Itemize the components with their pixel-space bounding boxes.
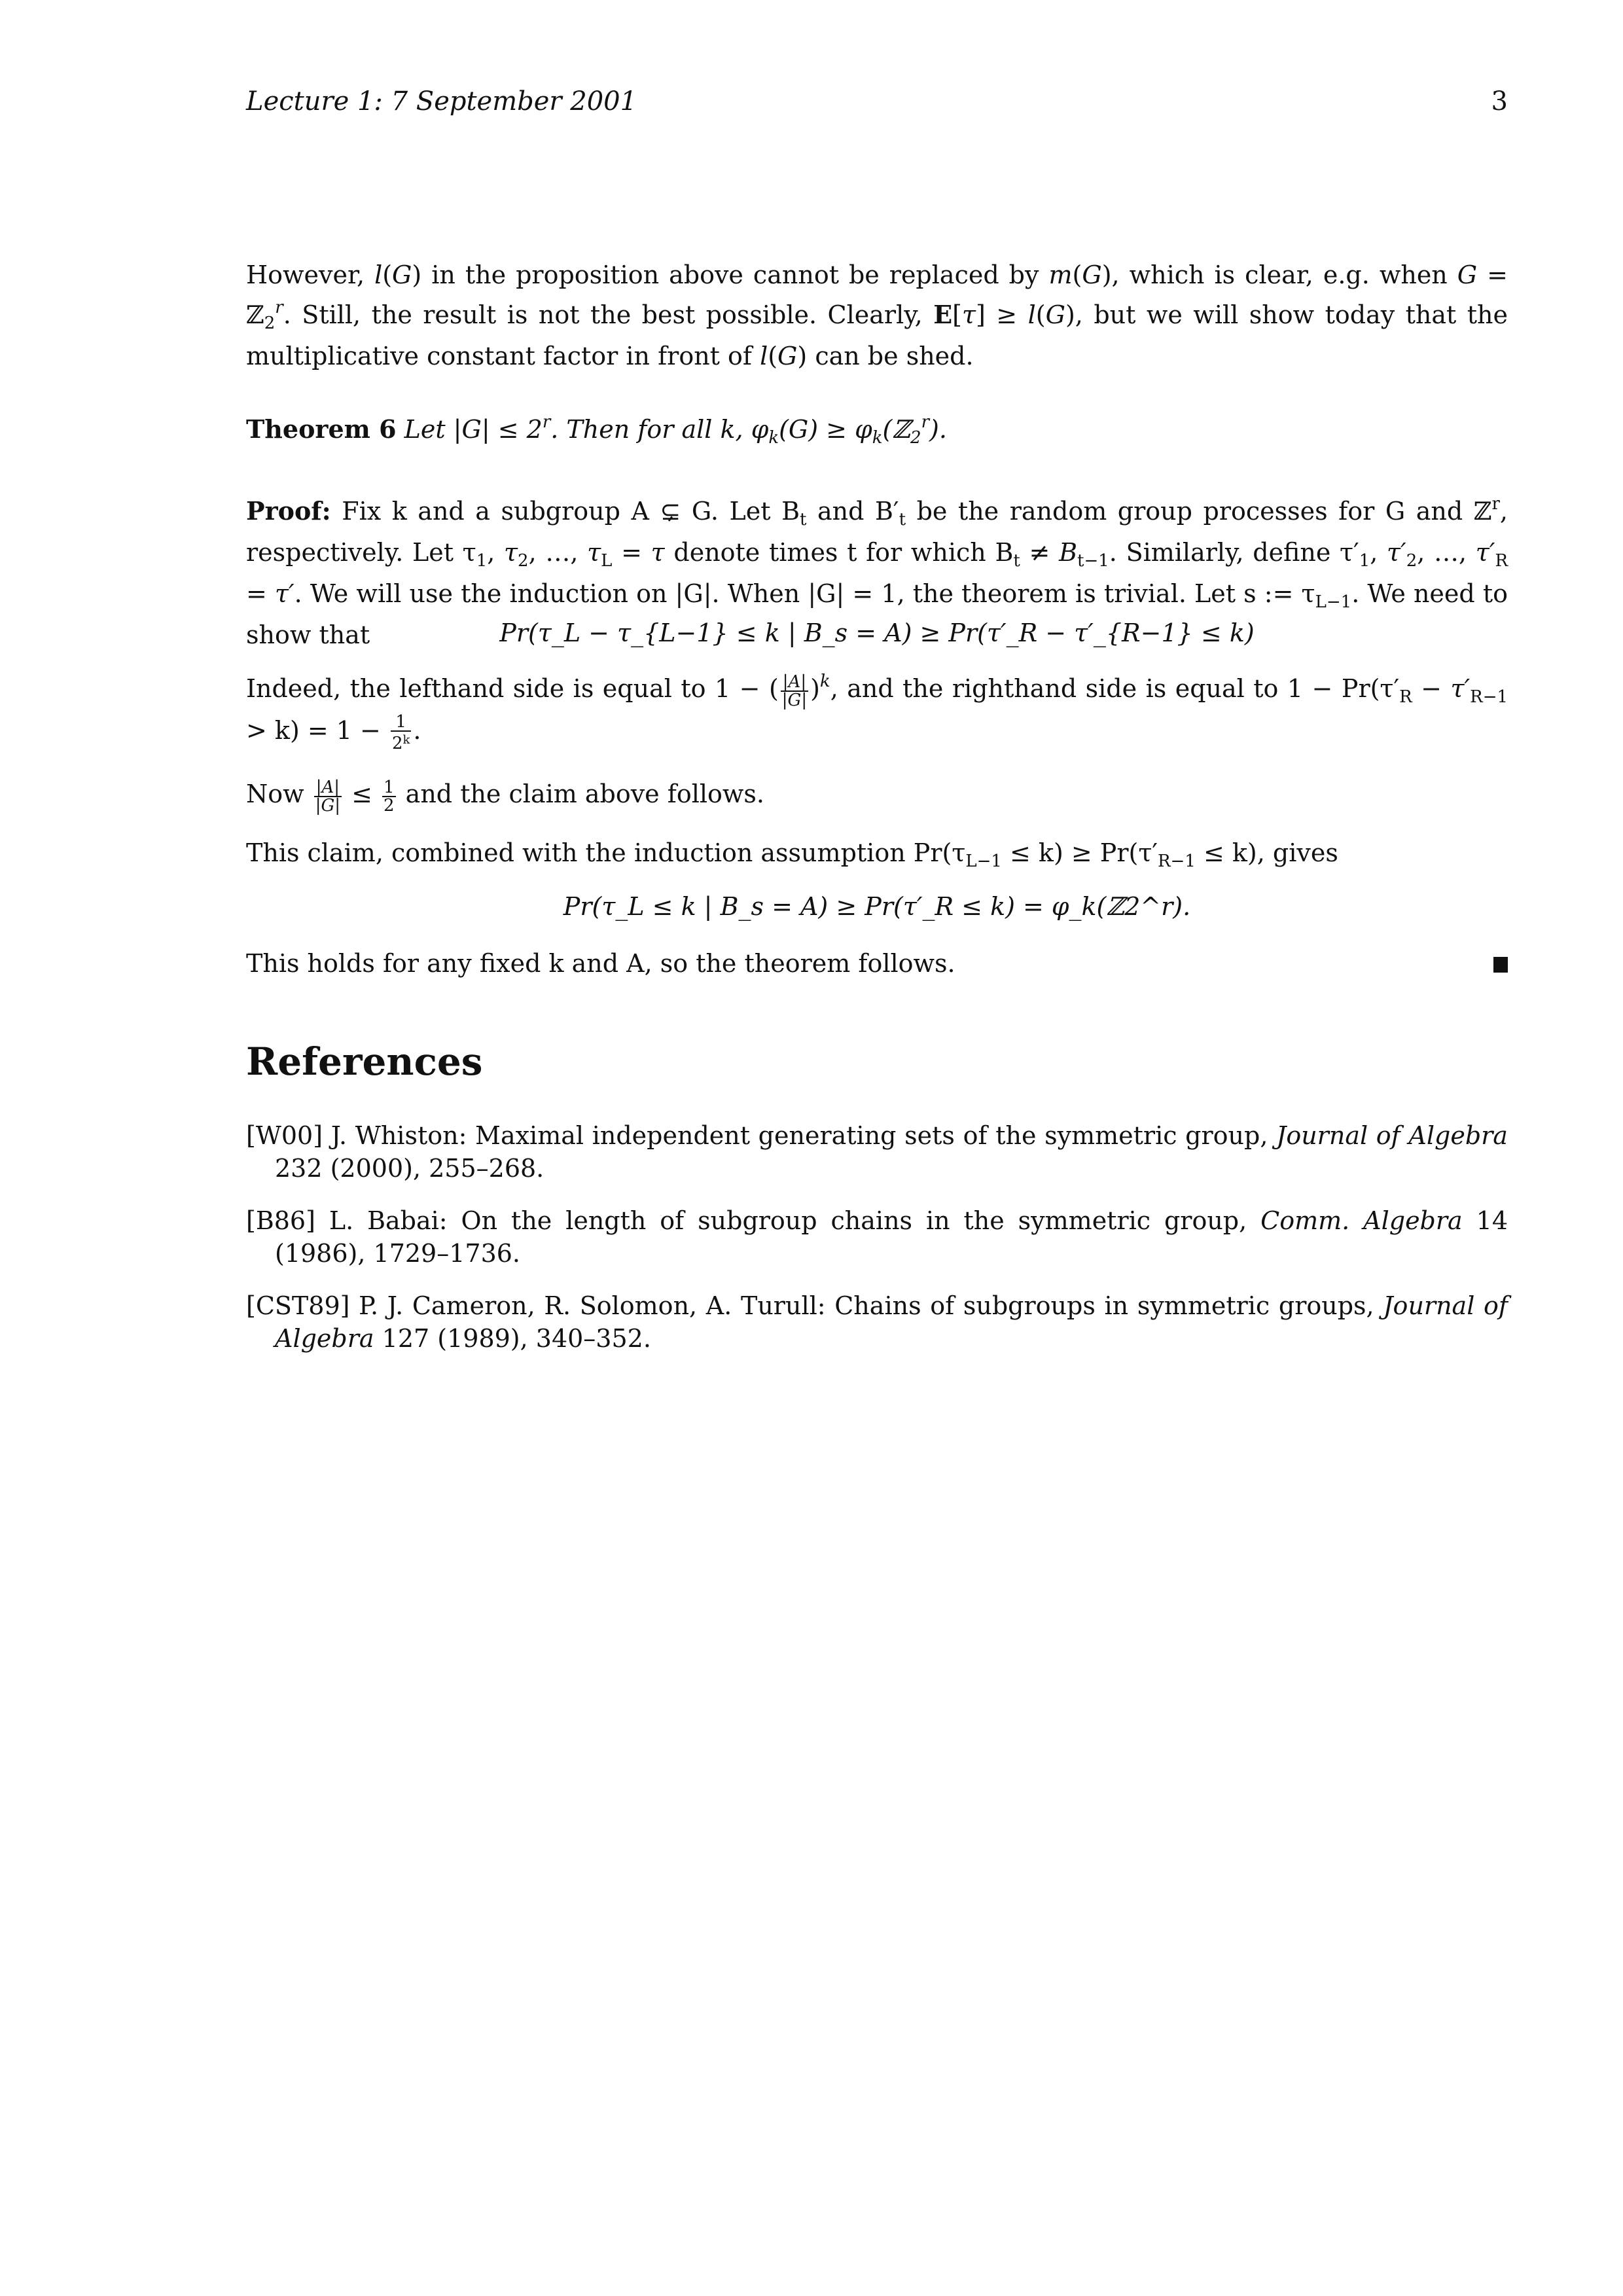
proof-label: Proof: [246,496,331,526]
indeed-paragraph: Indeed, the lefthand side is equal to 1 − ( $\frac{|A|}{|G|}$ )$^k$, and the righthand side is equal to $1 - Pr(\tau'_R - \tau'_{R-1} > k) = 1$ − $\frac{1}{2^k}$ . [246,672,1508,753]
now-paragraph: Now $\frac{|A|}{|G|}$ ≤ $\frac{1}{2}$ and the claim above follows. [246,777,764,816]
theorem-6: Theorem 6 Let $|G| \le 2^r$. Then for all k, $\varphi_k(G)$ ≥ $\varphi_k(ℤ_2^r)$. [246,412,947,448]
references-heading: References [246,1039,483,1084]
equation-1: Pr(τ_L − τ_{L−1} ≤ k | B_s = A) ≥ Pr(τ′_R − τ′_{R−1} ≤ k) [499,619,1255,647]
intro-paragraph: However, l(G) in the proposition above cannot be replaced by m(G), which is clear, e.g. when G = ℤ$_2^r$. Still, the result is not the best possible. Clearly, E[τ] ≥ l(G), but we will show today that the multiplicative constant factor in front of l(G) can be shed. [246,260,1508,370]
equation-2: Pr(τ_L ≤ k | B_s = A) ≥ Pr(τ′_R ≤ k) = φ_k(ℤ2^r). [563,892,1191,921]
reference-item: [CST89] P. J. Cameron, R. Solomon, A. Turull: Chains of subgroups in symmetric groups, Journal of Algebra 127 (1989), 340–352. [246,1291,1508,1353]
theorem-label: Theorem 6 [246,414,397,444]
proof-final-line: This holds for any fixed k and A, so the theorem follows. [246,949,955,978]
claim-paragraph: This claim, combined with the induction assumption $Pr(\tau_{L-1} \le k) \ge Pr(\tau'_{R-1} \le k)$, gives [246,838,1338,871]
reference-item: [B86] L. Babai: On the length of subgroup chains in the symmetric group, Comm. Algebra 14 (1986), 1729–1736. [246,1206,1508,1268]
reference-item: [W00] J. Whiston: Maximal independent generating sets of the symmetric group, Journal of Algebra 232 (2000), 255–268. [246,1121,1508,1183]
running-header: Lecture 1: 7 September 2001 [246,86,637,117]
qed-symbol [1493,957,1508,973]
page-number: 3 [1491,86,1508,117]
proof-paragraph: Proof: Fix k and a subgroup A ⊊ G. Let $B_t$ and $B'_t$ be the random group processes for G and ℤ$^r$, respectively. Let $\tau_1$, $\tau_2$, …, $\tau_L = \tau$ denote times t for which $B_t \ne B_{t-1}$. Similarly, define $\tau'_1$, $\tau'_2$, …, $\tau'_R = \tau'$. We will use the induction on |G|. When |G| = 1, the theorem is trivial. Let s := $\tau_{L-1}$. We need to show that [246,494,1508,649]
